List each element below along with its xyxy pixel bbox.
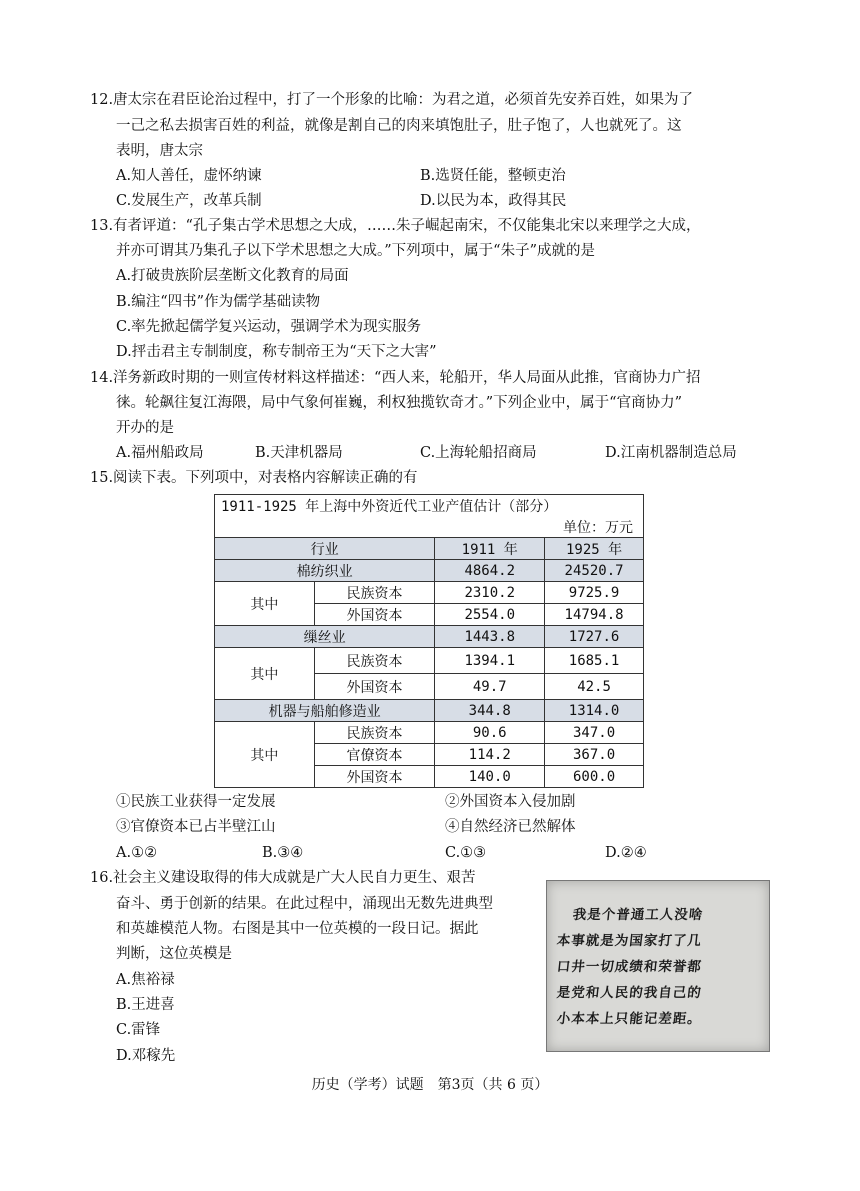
- diary-line-3: 口井一切成绩和荣誉都: [555, 959, 703, 975]
- table-row: [215, 648, 644, 674]
- q15-option-d: D.②④: [605, 845, 647, 861]
- value-1911: 4864.2: [435, 560, 545, 582]
- header-1925: 1925 年: [545, 538, 644, 560]
- capital-type: 官僚资本: [314, 744, 435, 766]
- q14-line3: 开办的是: [116, 420, 174, 436]
- value-1911: 2554.0: [435, 604, 545, 626]
- q13-option-d: D.抨击君主专制制度，称专制帝王为“天下之大害”: [116, 344, 437, 360]
- value-1911: 114.2: [435, 744, 545, 766]
- industry-name: 缫丝业: [215, 626, 435, 648]
- capital-type: 民族资本: [314, 582, 435, 604]
- header-1911: 1911 年: [435, 538, 545, 560]
- q16-line2: 奋斗、勇于创新的结果。在此过程中，涌现出无数先进典型: [116, 896, 493, 912]
- diary-line-5: 小本本上只能记差距。: [555, 1011, 703, 1027]
- q16-line1: 16.社会主义建设取得的伟大成就是广大人民自力更生、艰苦: [90, 870, 476, 886]
- sub-label: 其中: [215, 648, 315, 700]
- table-header-row: [215, 538, 644, 560]
- q14-option-c: C.上海轮船招商局: [420, 445, 537, 461]
- q14-option-a: A.福州船政局: [116, 445, 204, 461]
- page-footer: 历史（学考）试题 第3页（共 6 页）: [311, 1077, 549, 1093]
- value-1911: 1443.8: [435, 626, 545, 648]
- diary-photo: [546, 880, 770, 1052]
- q13-option-b: B.编注“四书”作为儒学基础读物: [116, 294, 321, 310]
- q15-line1: 15.阅读下表。下列项中，对表格内容解读正确的有: [90, 470, 418, 486]
- table-row: [215, 582, 644, 604]
- value-1925: 1685.1: [545, 648, 644, 674]
- q13-line1: 13.有者评道：“孔子集古学术思想之大成，……朱子崛起南宋，不仅能集北宋以来理学之大成，: [90, 218, 701, 234]
- table-title: 1911-1925 年上海中外资近代工业产值估计（部分）: [215, 495, 644, 517]
- q12-line3: 表明，唐太宗: [116, 143, 203, 159]
- q14-option-d: D.江南机器制造总局: [605, 445, 737, 461]
- table-row-silk: [215, 626, 644, 648]
- header-industry: 行业: [215, 538, 435, 560]
- table-row-cotton: [215, 560, 644, 582]
- q13-option-a: A.打破贵族阶层垄断文化教育的局面: [116, 268, 349, 284]
- value-1925: 600.0: [545, 766, 644, 788]
- diary-line-1: 我是个普通工人没啥: [571, 907, 705, 923]
- q16-option-b: B.王进喜: [116, 997, 175, 1013]
- diary-line-4: 是党和人民的我自己的: [555, 985, 703, 1001]
- value-1911: 1394.1: [435, 648, 545, 674]
- q15-option-c: C.①③: [445, 845, 487, 861]
- capital-type: 民族资本: [314, 648, 435, 674]
- q12-line2: 一己之私去损害百姓的利益，就像是割自己的肉来填饱肚子，肚子饱了，人也就死了。这: [116, 118, 682, 134]
- q12-option-d: D.以民为本，政得其民: [420, 193, 567, 209]
- sub-label: 其中: [215, 722, 315, 788]
- table-unit: 单位：万元: [215, 516, 644, 538]
- capital-type: 外国资本: [314, 604, 435, 626]
- q13-option-c: C.率先掀起儒学复兴运动，强调学术为现实服务: [116, 319, 422, 335]
- diary-line-2: 本事就是为国家打了几: [555, 933, 703, 949]
- value-1925: 14794.8: [545, 604, 644, 626]
- sub-label: 其中: [215, 582, 315, 626]
- value-1911: 2310.2: [435, 582, 545, 604]
- q12-option-a: A.知人善任，虚怀纳谏: [116, 168, 262, 184]
- q15-statement-3: ③官僚资本已占半壁江山: [116, 819, 276, 835]
- table-row-machine: [215, 700, 644, 722]
- q12-option-b: B.选贤任能，整顿吏治: [420, 168, 566, 184]
- industry-output-table: [214, 494, 644, 788]
- q14-line2: 徕。轮飙往复江海隈，局中气象何崔巍，利权独揽钦奇才。”下列企业中，属于“官商协力”: [116, 395, 682, 411]
- q16-option-c: C.雷锋: [116, 1022, 161, 1038]
- q13-line2: 并亦可谓其乃集孔子以下学术思想之大成。”下列项中，属于“朱子”成就的是: [116, 243, 595, 259]
- q15-statement-2: ②外国资本入侵加剧: [445, 794, 576, 810]
- capital-type: 外国资本: [314, 766, 435, 788]
- value-1911: 90.6: [435, 722, 545, 744]
- q14-line1: 14.洋务新政时期的一则宣传材料这样描述：“西人来，轮船开，华人局面从此推，官商协力广招: [90, 370, 701, 386]
- q12-line1: 12.唐太宗在君臣论治过程中，打了一个形象的比喻：为君之道，必须首先安养百姓，如果为了: [90, 92, 694, 108]
- value-1925: 347.0: [545, 722, 644, 744]
- q15-statement-4: ④自然经济已然解体: [445, 819, 576, 835]
- capital-type: 外国资本: [314, 674, 435, 700]
- value-1911: 140.0: [435, 766, 545, 788]
- table-row: [215, 722, 644, 744]
- capital-type: 民族资本: [314, 722, 435, 744]
- industry-name: 机器与船舶修造业: [215, 700, 435, 722]
- q15-statement-1: ①民族工业获得一定发展: [116, 794, 276, 810]
- value-1925: 1727.6: [545, 626, 644, 648]
- q16-line3: 和英雄模范人物。右图是其中一位英模的一段日记。据此: [116, 921, 479, 937]
- value-1925: 9725.9: [545, 582, 644, 604]
- value-1925: 42.5: [545, 674, 644, 700]
- industry-name: 棉纺织业: [215, 560, 435, 582]
- q16-option-d: D.邓稼先: [116, 1048, 176, 1064]
- q16-option-a: A.焦裕禄: [116, 972, 175, 988]
- q16-line4: 判断，这位英模是: [116, 946, 232, 962]
- value-1911: 344.8: [435, 700, 545, 722]
- value-1911: 49.7: [435, 674, 545, 700]
- value-1925: 367.0: [545, 744, 644, 766]
- value-1925: 1314.0: [545, 700, 644, 722]
- value-1925: 24520.7: [545, 560, 644, 582]
- q15-option-a: A.①②: [116, 845, 158, 861]
- q15-option-b: B.③④: [262, 845, 304, 861]
- q12-option-c: C.发展生产，改革兵制: [116, 193, 262, 209]
- q14-option-b: B.天津机器局: [255, 445, 343, 461]
